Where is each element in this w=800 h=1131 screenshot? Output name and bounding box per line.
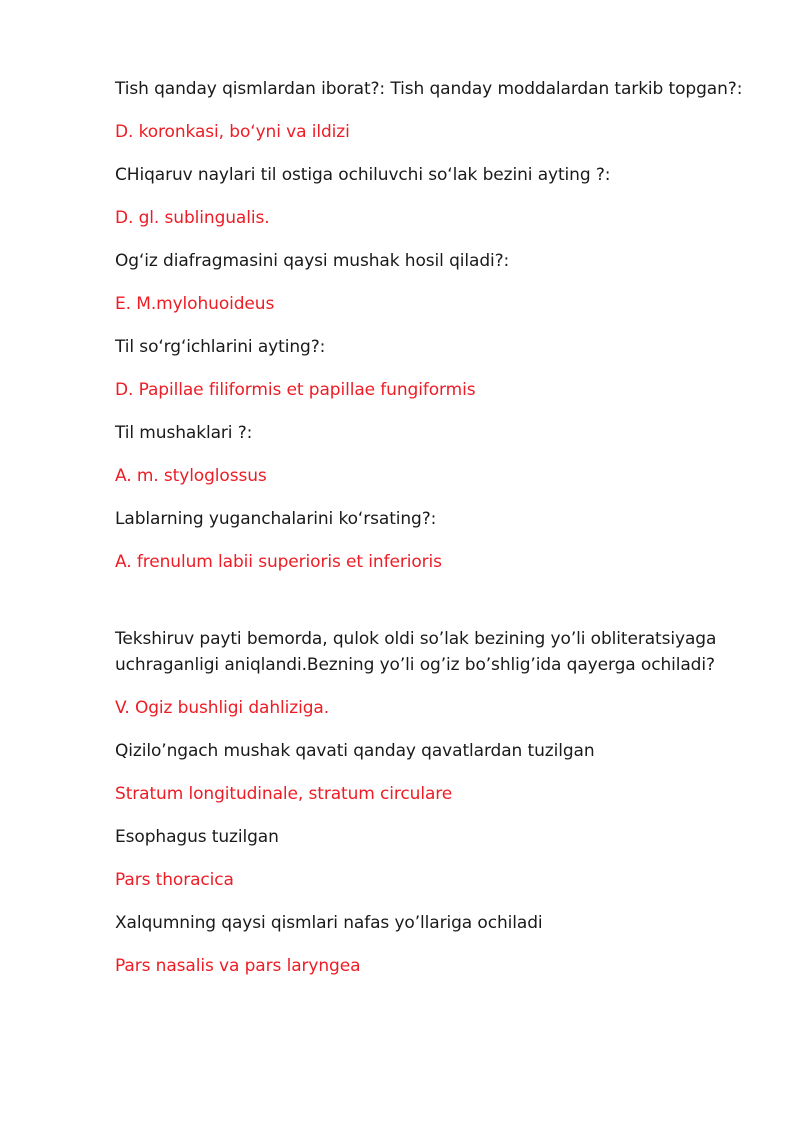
question-text: Qizilo’ngach mushak qavati qanday qavatlardan tuzilgan <box>115 741 595 761</box>
question-text: Til so‘rg‘ichlarini ayting?: <box>115 337 326 357</box>
question-text: Tish qanday qismlardan iborat?: Tish qanday moddalardan tarkib topgan?: <box>115 79 743 99</box>
paragraph-gap <box>115 592 755 626</box>
question-text: Lablarning yuganchalarini ko‘rsating?: <box>115 509 437 529</box>
question-text: Esophagus tuzilgan <box>115 827 279 847</box>
answer-text: Pars thoracica <box>115 870 234 890</box>
answer-text: D. Papillae filiformis et papillae fungiformis <box>115 380 476 400</box>
question-text: CHiqaruv naylari til ostiga ochiluvchi so‘lak bezini ayting ?: <box>115 165 611 185</box>
question-text: Og‘iz diafragmasini qaysi mushak hosil qiladi?: <box>115 251 510 271</box>
question-text: Til mushaklari ?: <box>115 423 253 443</box>
answer-text: Stratum longitudinale, stratum circulare <box>115 784 453 804</box>
answer-text: D. koronkasi, bo‘yni va ildizi <box>115 122 350 142</box>
answer-text: V. Ogiz bushligi dahliziga. <box>115 698 330 718</box>
answer-text: A. frenulum labii superioris et inferioris <box>115 552 442 572</box>
answer-text: E. M.mylohuoideus <box>115 294 275 314</box>
answer-text: A. m. styloglossus <box>115 466 267 486</box>
answer-text: D. gl. sublingualis. <box>115 208 270 228</box>
question-text: Tekshiruv payti bemorda, qulok oldi so’lak bezining yo’li obliteratsiyaga uchraganligi aniqlandi.Bezning yo’li og’iz bo’shlig’ida qayerga ochiladi? <box>115 629 717 675</box>
question-text: Xalqumning qaysi qismlari nafas yo’llariga ochiladi <box>115 913 543 933</box>
answer-text: Pars nasalis va pars laryngea <box>115 956 361 976</box>
document-content <box>115 76 755 996</box>
